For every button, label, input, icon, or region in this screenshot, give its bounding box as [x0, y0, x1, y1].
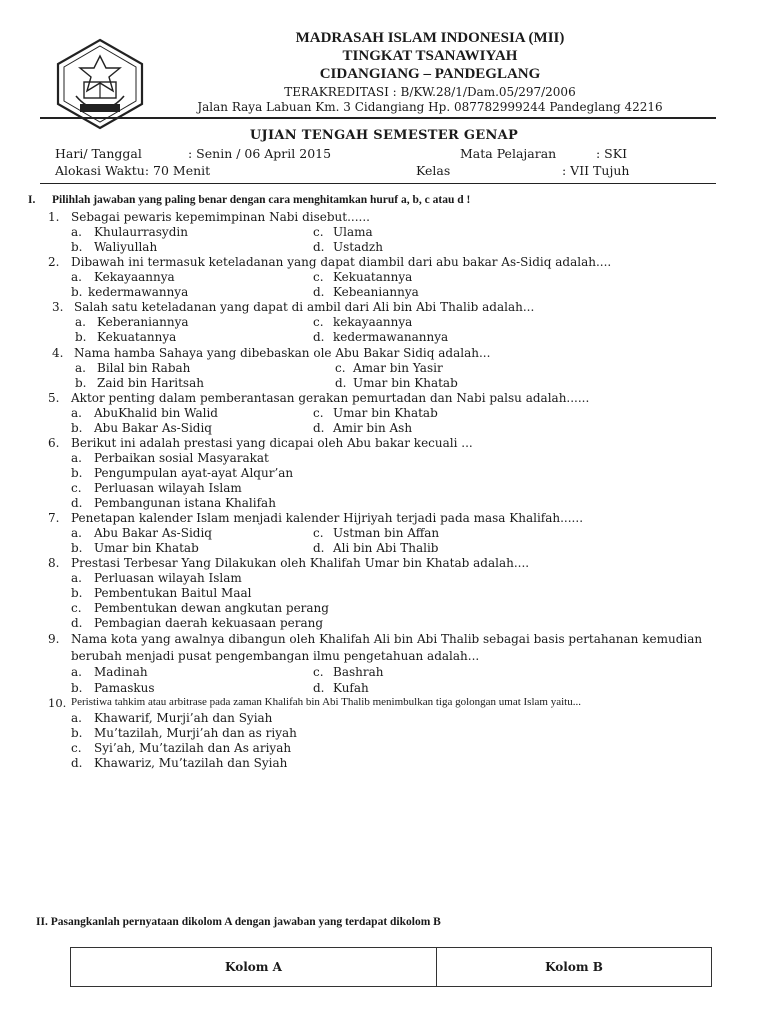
question-text: Salah satu keteladanan yang dapat di ambil dari Ali bin Abi Thalib adalah...	[74, 300, 535, 314]
option-a: Perbaikan sosial Masyarakat	[94, 451, 269, 465]
option-letter: b.	[71, 541, 83, 555]
column-b-header: Kolom B	[545, 960, 603, 974]
question-number: 8.	[48, 556, 60, 570]
option-a: Perluasan wilayah Islam	[94, 571, 242, 585]
option-a: Keberaniannya	[97, 315, 189, 329]
option-b: Waliyullah	[94, 240, 158, 254]
option-letter: c.	[335, 361, 346, 375]
option-letter: b.	[71, 726, 83, 740]
question-text-continued: berubah menjadi pusat pengembangan ilmu pengetahuan adalah...	[71, 649, 480, 663]
option-letter: a.	[71, 711, 82, 725]
option-letter: a.	[71, 225, 82, 239]
section1-instruction: Pilihlah jawaban yang paling benar dengan cara menghitamkan huruf a, b, c atau d !	[52, 194, 471, 206]
option-a: Bilal bin Rabah	[97, 361, 191, 375]
matching-table	[70, 947, 712, 987]
option-letter: b.	[71, 421, 83, 435]
option-letter: c.	[313, 270, 324, 284]
option-c: Kekuatannya	[333, 270, 413, 284]
option-a: Khulaurrasydin	[94, 225, 188, 239]
option-c: Syi’ah, Mu’tazilah dan As ariyah	[94, 741, 292, 755]
question-text: Nama kota yang awalnya dibangun oleh Khalifah Ali bin Abi Thalib sebagai basis pertahanan kemudian	[71, 632, 703, 646]
option-d: kedermawanannya	[333, 330, 449, 344]
option-c: Ustman bin Affan	[333, 526, 440, 540]
day-label: Hari/ Tanggal	[55, 146, 142, 161]
column-a-header: Kolom A	[71, 948, 437, 986]
option-letter: b.	[71, 466, 83, 480]
option-letter: d.	[313, 681, 325, 695]
school-name: MADRASAH ISLAM INDONESIA (MII)	[295, 30, 565, 46]
option-b: Pembentukan Baitul Maal	[94, 586, 252, 600]
option-a: Kekayaannya	[94, 270, 175, 284]
subject-value: : SKI	[596, 146, 628, 161]
option-letter: b.	[71, 586, 83, 600]
question-text: Sebagai pewaris kepemimpinan Nabi disebut......	[71, 210, 370, 224]
option-letter: d.	[71, 616, 83, 630]
option-letter: c.	[313, 526, 324, 540]
accreditation-text: TERAKREDITASI : B/KW.28/1/Dam.05/297/2006	[284, 85, 576, 99]
option-b: Abu Bakar As-Sidiq	[94, 421, 212, 435]
header-divider	[40, 117, 716, 119]
option-letter: d.	[313, 421, 325, 435]
option-letter: c.	[71, 601, 82, 615]
question-number: 9.	[48, 632, 60, 646]
school-level: TINGKAT TSANAWIYAH	[342, 48, 518, 64]
option-c: Amar bin Yasir	[353, 361, 443, 375]
option-b: Pamaskus	[94, 681, 155, 695]
option-letter: a.	[75, 315, 86, 329]
option-a: Abu Bakar As-Sidiq	[94, 526, 212, 540]
option-letter: b.	[75, 330, 87, 344]
option-letter: a.	[71, 665, 82, 679]
option-c: Perluasan wilayah Islam	[94, 481, 242, 495]
option-letter: a.	[71, 406, 82, 420]
option-letter: d.	[71, 756, 83, 770]
question-text: Nama hamba Sahaya yang dibebaskan ole Abu Bakar Sidiq adalah...	[74, 346, 491, 360]
option-letter: c.	[313, 665, 324, 679]
option-letter: c.	[71, 741, 82, 755]
question-number: 6.	[48, 436, 60, 450]
question-text: Peristiwa tahkim atau arbitrase pada zaman Khalifah bin Abi Thalib menimbulkan tiga golongan umat Islam yaitu...	[71, 696, 581, 708]
question-text: Aktor penting dalam pemberantasan gerakan pemurtadan dan Nabi palsu adalah......	[71, 391, 590, 405]
section2-instruction: II. Pasangkanlah pernyataan dikolom A dengan jawaban yang terdapat dikolom B	[36, 916, 441, 928]
option-letter: c.	[313, 225, 324, 239]
section1-number: I.	[28, 194, 36, 206]
class-value: : VII Tujuh	[562, 163, 630, 178]
question-text: Penetapan kalender Islam menjadi kalender Hijriyah terjadi pada masa Khalifah......	[71, 511, 584, 525]
option-b: Kekuatannya	[97, 330, 177, 344]
option-letter: a.	[71, 270, 82, 284]
option-d: Ustadzh	[333, 240, 383, 254]
question-text: Dibawah ini termasuk keteladanan yang dapat diambil dari abu bakar As-Sidiq adalah....	[71, 255, 612, 269]
exam-title: UJIAN TENGAH SEMESTER GENAP	[249, 128, 519, 143]
subject-label: Mata Pelajaran	[460, 146, 557, 161]
question-number: 4.	[52, 346, 64, 360]
option-letter: d.	[313, 285, 325, 299]
option-d: Pembangunan istana Khalifah	[94, 496, 276, 510]
option-b: Zaid bin Haritsah	[97, 376, 204, 390]
option-c: Bashrah	[333, 665, 384, 679]
option-c: Ulama	[333, 225, 373, 239]
option-letter: d.	[335, 376, 347, 390]
info-divider	[40, 183, 716, 184]
option-letter: a.	[71, 571, 82, 585]
option-d: Khawariz, Mu’tazilah dan Syiah	[94, 756, 288, 770]
option-c: Pembentukan dewan angkutan perang	[94, 601, 329, 615]
question-text: Berikut ini adalah prestasi yang dicapai oleh Abu bakar kecuali ...	[71, 436, 473, 450]
option-d: Pembagian daerah kekuasaan perang	[94, 616, 324, 630]
option-d: Ali bin Abi Thalib	[333, 541, 439, 555]
option-letter: d.	[313, 240, 325, 254]
question-text: Prestasi Terbesar Yang Dilakukan oleh Khalifah Umar bin Khatab adalah....	[71, 556, 530, 570]
option-letter: b.	[71, 681, 83, 695]
option-letter: b.	[71, 285, 83, 299]
time-allocation: Alokasi Waktu: 70 Menit	[55, 163, 211, 178]
option-b: Mu’tazilah, Murji’ah dan as riyah	[94, 726, 297, 740]
option-letter: c.	[313, 406, 324, 420]
option-b: Umar bin Khatab	[94, 541, 199, 555]
option-b: kedermawannya	[88, 285, 189, 299]
option-letter: d.	[313, 541, 325, 555]
option-letter: c.	[313, 315, 324, 329]
option-letter: d.	[71, 496, 83, 510]
option-a: Khawarif, Murji’ah dan Syiah	[94, 711, 273, 725]
option-letter: a.	[71, 451, 82, 465]
option-d: Kebeaniannya	[333, 285, 419, 299]
question-number: 10.	[48, 696, 67, 710]
option-letter: b.	[75, 376, 87, 390]
school-location: CIDANGIANG – PANDEGLANG	[319, 66, 541, 82]
option-d: Umar bin Khatab	[353, 376, 458, 390]
question-number: 7.	[48, 511, 60, 525]
option-a: Madinah	[94, 665, 148, 679]
option-b: Pengumpulan ayat-ayat Alqur’an	[94, 466, 294, 480]
option-letter: d.	[313, 330, 325, 344]
option-letter: a.	[71, 526, 82, 540]
question-number: 1.	[48, 210, 60, 224]
option-letter: a.	[75, 361, 86, 375]
day-value: : Senin / 06 April 2015	[188, 146, 332, 161]
option-letter: c.	[71, 481, 82, 495]
school-address: Jalan Raya Labuan Km. 3 Cidangiang Hp. 087782999244 Pandeglang 42216	[197, 100, 663, 114]
option-a: AbuKhalid bin Walid	[94, 406, 218, 420]
question-number: 5.	[48, 391, 60, 405]
option-letter: b.	[71, 240, 83, 254]
option-d: Kufah	[333, 681, 369, 695]
option-c: kekayaannya	[333, 315, 413, 329]
class-label: Kelas	[416, 163, 451, 178]
option-d: Amir bin Ash	[333, 421, 413, 435]
option-c: Umar bin Khatab	[333, 406, 438, 420]
question-number: 3.	[52, 300, 64, 314]
question-number: 2.	[48, 255, 60, 269]
